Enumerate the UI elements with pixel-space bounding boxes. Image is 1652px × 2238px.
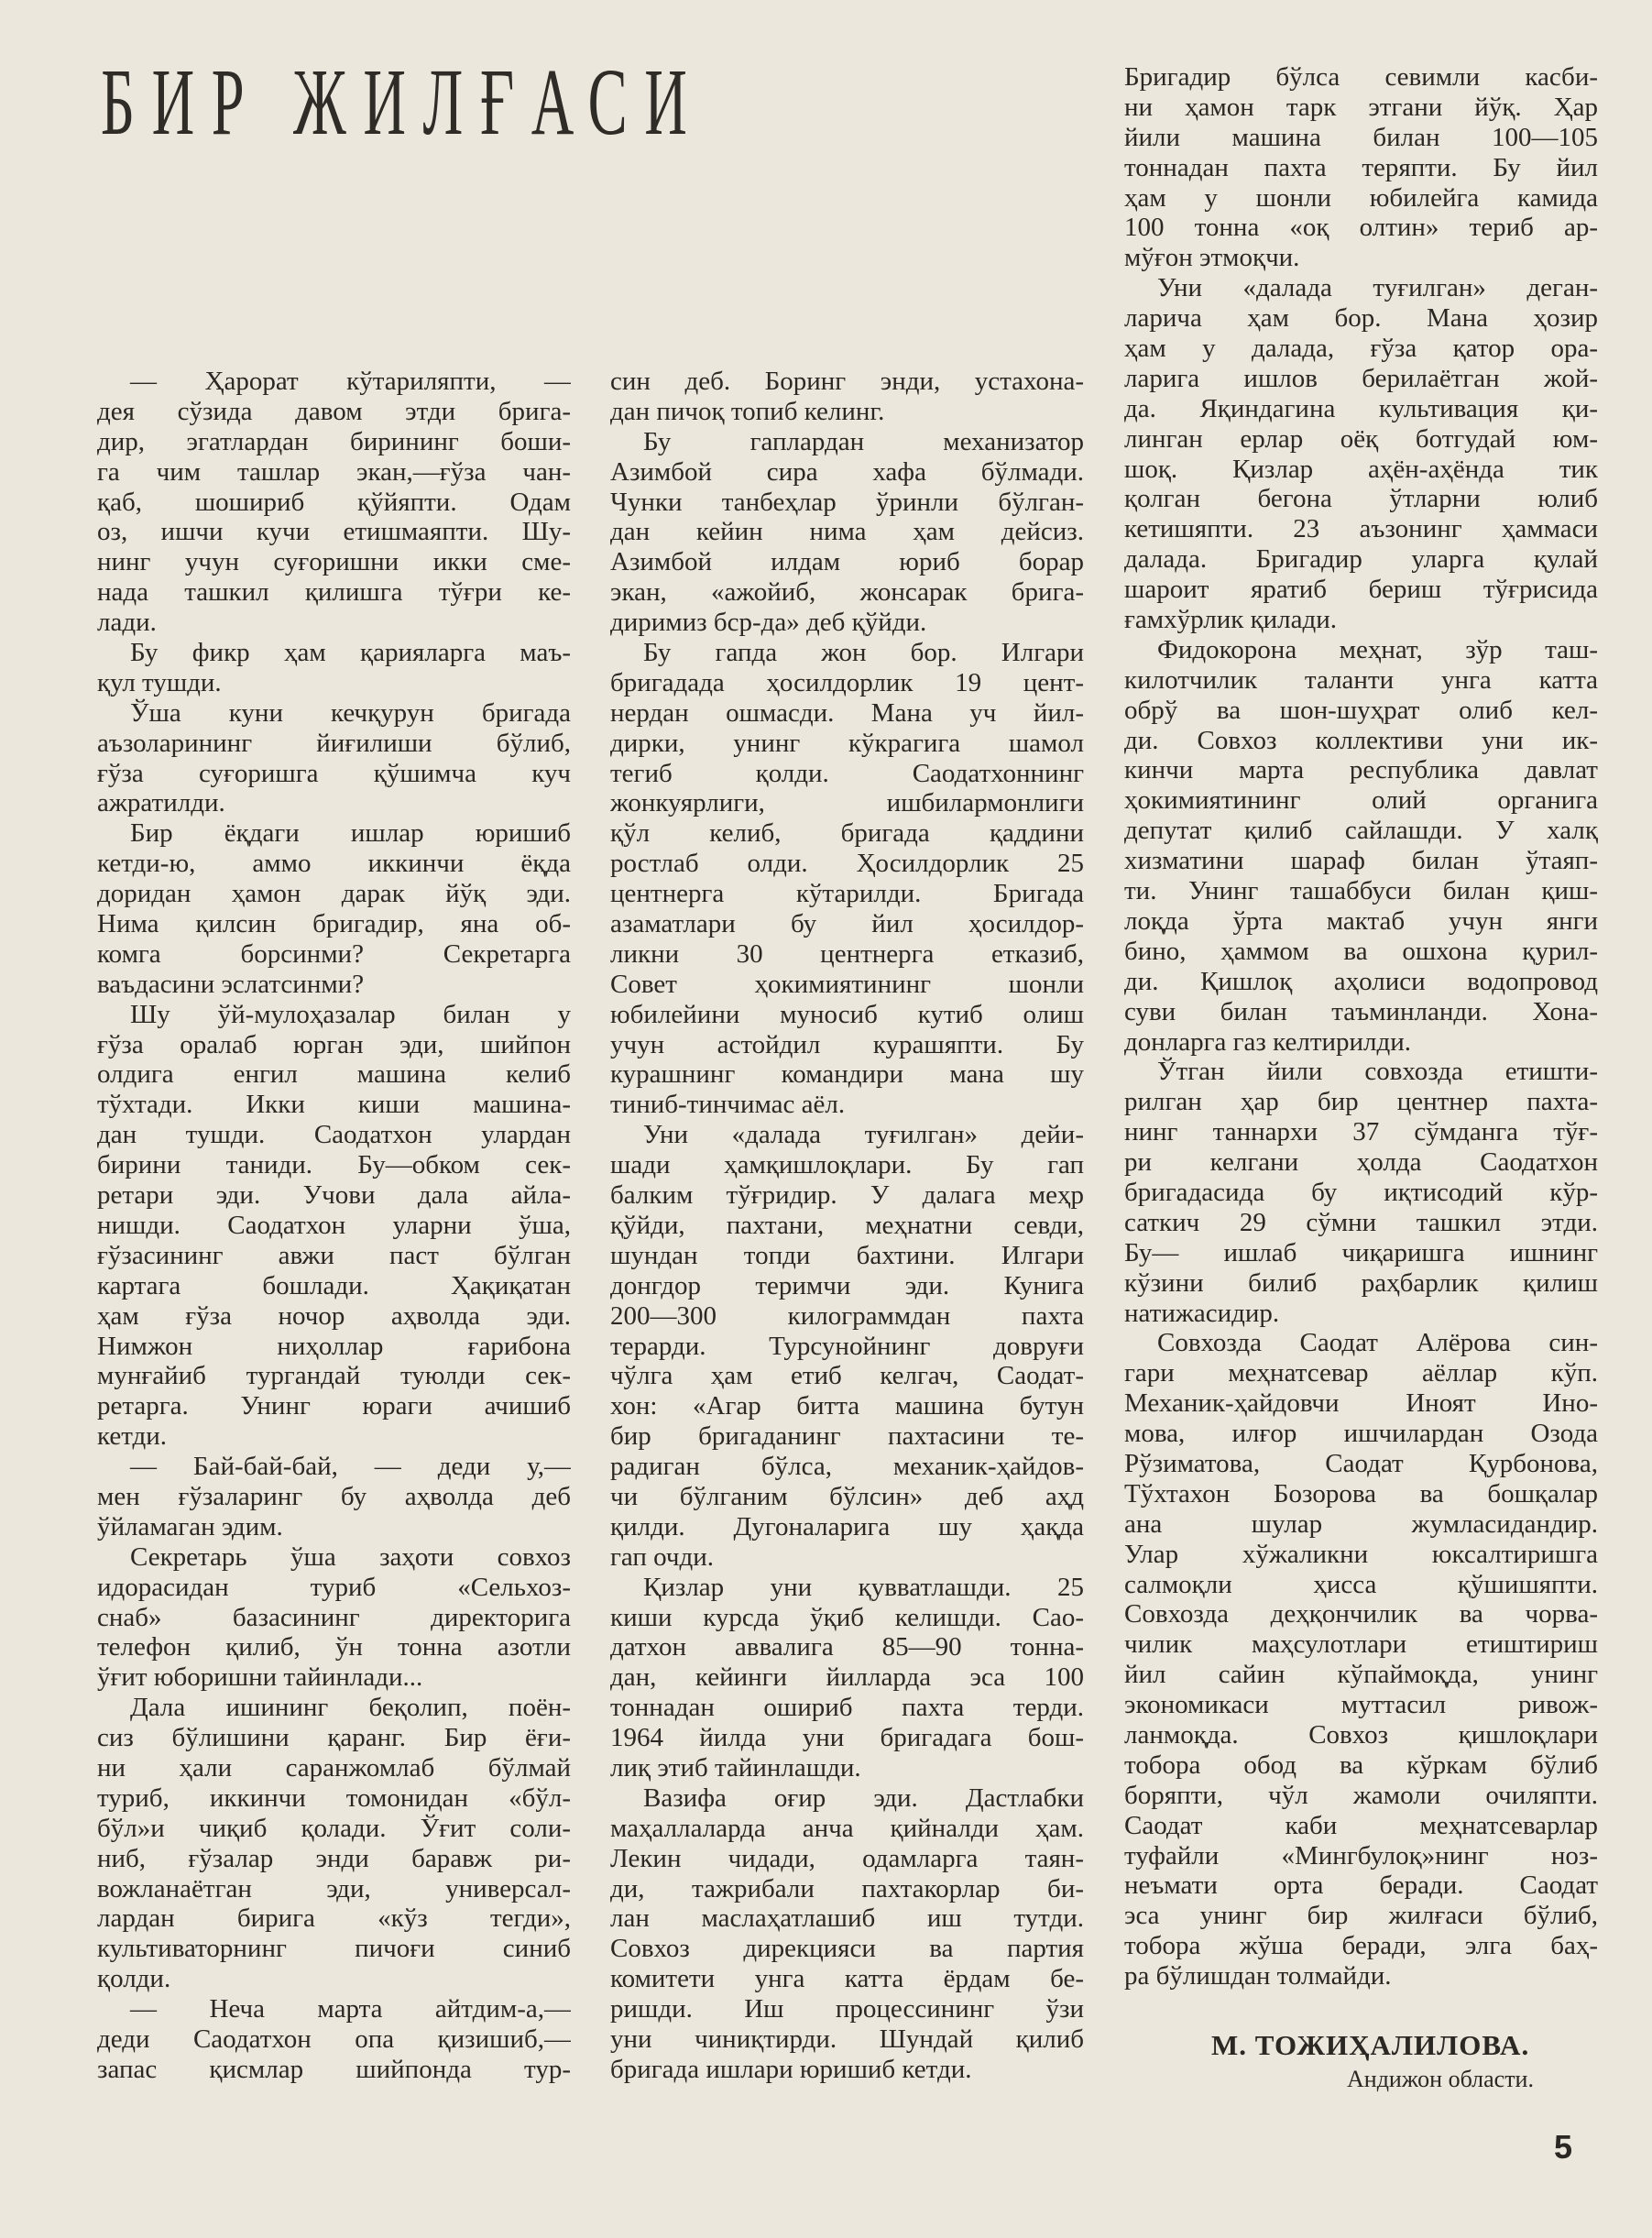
text-line: кетишяпти. 23 аъзонинг ҳаммаси <box>1124 514 1598 544</box>
text-line: саткич 29 сўмни ташкил этди. <box>1124 1207 1598 1237</box>
text-line: ажратилди. <box>97 788 225 818</box>
text-line: Совхозда Саодат Алёрова син- <box>1157 1328 1598 1358</box>
text-line: ланмоқда. Совхоз қишлоқлари <box>1124 1719 1598 1750</box>
text-line: киши курсда ўқиб келишди. Сао- <box>610 1602 1084 1632</box>
paragraph <box>97 1693 571 1994</box>
text-line: гап очди. <box>610 1541 715 1572</box>
text-line: телефон қилиб, ўн тонна азотли <box>97 1632 571 1662</box>
text-line: Вазифа оғир эди. Дастлабки <box>643 1783 1084 1813</box>
text-line: радиган бўлса, механик-ҳайдов- <box>610 1452 1084 1482</box>
text-line: тобора жўша беради, элга баҳ- <box>1124 1931 1598 1961</box>
text-line: мунғайиб тургандай туюлди сек- <box>97 1361 571 1391</box>
text-line: хизматини шараф билан ўтаяп- <box>1124 846 1598 876</box>
text-line: дан тушди. Саодатхон улардан <box>97 1120 571 1150</box>
text-line: ри келгани ҳолда Саодатхон <box>1124 1147 1598 1178</box>
text-line: бир бригаданинг пахтасини те- <box>610 1421 1084 1452</box>
text-line: рилган ҳар бир центнер пахта- <box>1124 1087 1598 1117</box>
text-line: дан кейин нима ҳам дейсиз. <box>610 517 1084 547</box>
text-line: обрў ва шон-шуҳрат олиб кел- <box>1124 695 1598 725</box>
text-line: ғўза оралаб юрган эди, шийпон <box>97 1029 571 1059</box>
text-line: қул тушди. <box>97 667 222 697</box>
text-line: Ўша куни кечқурун бригада <box>130 697 571 728</box>
text-line: қўл келиб, бригада қаддини <box>610 818 1084 849</box>
text-line: бригада ишлари юришиб кетди. <box>610 2054 972 2084</box>
text-line: комга борсинми? Секретарга <box>97 938 571 969</box>
text-line: ғўза суғоришга қўшимча куч <box>97 758 571 788</box>
text-line: экан, «ажойиб, жонсарак брига- <box>610 577 1084 608</box>
text-line: — Неча марта айтдим-а,— <box>130 1994 571 2024</box>
text-line: нада ташкил қилишга тўғри ке- <box>97 577 571 608</box>
text-line: депутат қилиб сайлашди. У халқ <box>1124 816 1598 846</box>
text-line: ретарга. Унинг юраги ачишиб <box>97 1391 571 1421</box>
text-line: шоқ. Қизлар аҳён-аҳёнда тик <box>1124 454 1598 484</box>
text-line: бўл»и чиқиб қолади. Ўғит соли- <box>97 1813 571 1843</box>
text-line: ҳам у шонли юбилейга камида <box>1124 182 1598 213</box>
text-line: да. Яқиндагина культивация қи- <box>1124 393 1598 423</box>
text-line: нердан ошмасди. Мана уч йил- <box>610 697 1084 728</box>
paragraph <box>610 1573 1084 1783</box>
text-line: мен ғўзаларинг бу аҳволда деб <box>97 1481 571 1511</box>
text-line: учун астойдил курашяпти. Бу <box>610 1029 1084 1059</box>
text-line: диримиз бср-да» деб қўйди. <box>610 608 927 638</box>
text-line: Секретарь ўша заҳоти совхоз <box>130 1541 571 1572</box>
text-line: Нимжон ниҳоллар ғарибона <box>97 1331 571 1361</box>
text-line: юбилейини муносиб кутиб олиш <box>610 999 1084 1029</box>
text-line: центнерга кўтарилди. Бригада <box>610 879 1084 909</box>
text-line: нинг таннархи 37 сўмданга тўғ- <box>1124 1117 1598 1147</box>
text-line: 100 тонна «оқ олтин» териб ар- <box>1124 213 1598 243</box>
text-line: Бу гапда жон бор. Илгари <box>643 638 1084 668</box>
paragraph <box>1124 1057 1598 1328</box>
text-line: тўхтади. Икки киши машина- <box>97 1090 571 1120</box>
text-line: тоннадан пахта теряпти. Бу йил <box>1124 152 1598 182</box>
text-line: неъмати орта беради. Саодат <box>1124 1870 1598 1901</box>
text-line: курашнинг командири мана шу <box>610 1059 1084 1090</box>
text-line: Совхоз дирекцияси ва партия <box>610 1934 1084 1964</box>
text-line: Рўзиматова, Саодат Қурбонова, <box>1124 1448 1598 1478</box>
text-line: ликни 30 центнерга етказиб, <box>610 938 1084 969</box>
text-line: гари меҳнатсевар аёллар кўп. <box>1124 1358 1598 1388</box>
text-line: эса унинг бир жилғаси бўлиб, <box>1124 1901 1598 1931</box>
paragraph <box>97 1000 571 1452</box>
text-line: балким тўғридир. У далага меҳр <box>610 1180 1084 1211</box>
text-line: ди. Совхоз коллективи уни ик- <box>1124 725 1598 755</box>
text-line: лади. <box>97 608 157 638</box>
paragraph <box>97 1994 571 2085</box>
text-line: Бир ёқдаги ишлар юришиб <box>130 818 571 849</box>
text-line: Уни «далада туғилган» деган- <box>1157 273 1598 303</box>
text-line: Азимбой сира хафа бўлмади. <box>610 456 1084 487</box>
paragraph <box>1124 635 1598 1057</box>
text-line: Бу гаплардан механизатор <box>643 426 1084 456</box>
text-line: тобора обод ва кўркам бўлиб <box>1124 1750 1598 1780</box>
text-line: Бригадир бўлса севимли касби- <box>1124 62 1598 92</box>
text-line: чилик маҳсулотлари етиштириш <box>1124 1629 1598 1660</box>
article-title: БИР ЖИЛҒАСИ <box>101 49 705 155</box>
text-line: снаб» базасининг директорига <box>97 1602 571 1632</box>
text-line: аъзоларининг йиғилиши бўлиб, <box>97 728 571 758</box>
paragraph <box>610 367 1084 427</box>
text-line: ростлаб олди. Ҳосилдорлик 25 <box>610 849 1084 879</box>
text-line: запас қисмлар шийпонда тур- <box>97 2054 571 2084</box>
text-line: ди. Қишлоқ аҳолиси водопровод <box>1124 966 1598 996</box>
text-line: дан пичоқ топиб келинг. <box>610 396 885 426</box>
paragraph <box>610 638 1084 1120</box>
text-line: бригадасида бу иқтисодий кўр- <box>1124 1177 1598 1207</box>
paragraph <box>97 1542 571 1693</box>
text-line: ўғит юборишни тайинлади... <box>97 1662 423 1693</box>
text-line: кетди-ю, аммо иккинчи ёқда <box>97 849 571 879</box>
text-line: уни чиниқтирди. Шундай қилиб <box>610 2024 1084 2054</box>
text-line: ни ҳамон тарк этгани йўқ. Ҳар <box>1124 92 1598 122</box>
text-line: 1964 йилда уни бригадага бош- <box>610 1723 1084 1753</box>
text-line: кинчи марта республика давлат <box>1124 755 1598 785</box>
text-line: Фидокорона меҳнат, зўр таш- <box>1157 634 1598 664</box>
text-line: тегиб қолди. Саодатхоннинг <box>610 758 1084 788</box>
text-line: салмоқли ҳисса қўшишяпти. <box>1124 1569 1598 1599</box>
text-line: деди Саодатхон опа қизишиб,— <box>97 2024 571 2054</box>
text-line: комитети унга катта ёрдам бе- <box>610 1964 1084 1994</box>
text-line: доридан ҳамон дарак йўқ эди. <box>97 879 571 909</box>
paragraph <box>610 1120 1084 1572</box>
text-column-1 <box>97 367 571 2085</box>
text-line: Азимбой илдам юриб борар <box>610 547 1084 577</box>
text-line: қолган бегона ўтларни юлиб <box>1124 484 1598 514</box>
text-line: нинг учун суғоришни икки сме- <box>97 547 571 577</box>
text-line: ниб, ғўзалар энди баравж ри- <box>97 1843 571 1873</box>
text-line: Улар хўжаликни юксалтиришга <box>1124 1539 1598 1569</box>
author-signature: М. ТОЖИҲАЛИЛОВА. <box>1211 2029 1530 2061</box>
paragraph <box>1124 62 1598 273</box>
text-line: йил сайин кўпаймоқда, унинг <box>1124 1660 1598 1690</box>
text-line: йили машина билан 100—105 <box>1124 122 1598 152</box>
text-line: Чунки танбеҳлар ўринли бўлган- <box>610 487 1084 517</box>
text-line: бино, ҳаммом ва ошхона қурил- <box>1124 936 1598 966</box>
text-line: азаматлари бу йил ҳосилдор- <box>610 909 1084 939</box>
text-line: картага бошлади. Ҳақиқатан <box>97 1270 571 1300</box>
text-line: син деб. Боринг энди, устахона- <box>610 367 1084 396</box>
page-number: 5 <box>1554 2128 1573 2166</box>
text-line: кўзини билиб раҳбарлик қилиш <box>1124 1267 1598 1298</box>
text-line: суви билан таъминланди. Хона- <box>1124 996 1598 1026</box>
text-line: чўлга ҳам етиб келгач, Саодат- <box>610 1361 1084 1391</box>
text-line: экономикаси муттасил ривож- <box>1124 1690 1598 1720</box>
text-line: ўйламаган эдим. <box>97 1511 283 1541</box>
text-line: мўғон этмоқчи. <box>1124 243 1300 273</box>
text-line: Шу ўй-мулоҳазалар билан у <box>130 999 571 1029</box>
text-line: шундан топди бахтини. Илгари <box>610 1240 1084 1270</box>
text-line: тиниб-тинчимас аёл. <box>610 1090 846 1120</box>
text-line: Бу— ишлаб чиқаришга ишнинг <box>1124 1237 1598 1267</box>
text-line: — Бай-бай-бай, — деди у,— <box>130 1452 571 1482</box>
text-line: Совет ҳокимиятининг шонли <box>610 969 1084 999</box>
text-line: Қизлар уни қувватлашди. 25 <box>643 1572 1084 1602</box>
paragraph <box>97 638 571 698</box>
text-line: Уни «далада туғилган» дейи- <box>643 1120 1084 1150</box>
text-line: ришди. Иш процессининг ўзи <box>610 1994 1084 2024</box>
text-line: вожланаётган эди, универсал- <box>97 1873 571 1903</box>
text-line: лан маслаҳатлашиб иш тутди. <box>610 1903 1084 1934</box>
paragraph <box>97 818 571 999</box>
text-line: туриб, иккинчи томонидан «бўл- <box>97 1783 571 1813</box>
text-line: қилди. Дугоналарига шу ҳақда <box>610 1511 1084 1541</box>
text-line: дир, эгатлардан бирининг боши- <box>97 426 571 456</box>
text-line: тоннадан ошириб пахта терди. <box>610 1693 1084 1723</box>
text-line: натижасидир. <box>1124 1298 1280 1328</box>
text-line: ларича ҳам бор. Мана ҳозир <box>1124 303 1598 334</box>
text-line: лардан бирига «кўз тегди», <box>97 1903 571 1934</box>
text-line: туфайли «Мингбулоқ»нинг ноз- <box>1124 1840 1598 1870</box>
text-line: ни ҳали саранжомлаб бўлмай <box>97 1752 571 1783</box>
text-line: линган ерлар оёқ ботгудай юм- <box>1124 423 1598 454</box>
text-line: Нима қилсин бригадир, яна об- <box>97 909 571 939</box>
paragraph <box>610 1783 1084 2085</box>
text-line: қолди. <box>97 1964 171 1994</box>
text-line: олдига енгил машина келиб <box>97 1059 571 1090</box>
text-line: га чим ташлар экан,—ғўза чан- <box>97 456 571 487</box>
text-line: ғўзасининг авжи паст бўлган <box>97 1240 571 1270</box>
text-line: нишди. Саодатхон уларни ўша, <box>97 1210 571 1240</box>
text-line: килотчилик таланти унга катта <box>1124 664 1598 695</box>
text-line: қаб, шошириб қўйяпти. Одам <box>97 487 571 517</box>
text-line: Механик-ҳайдовчи Иноят Ино- <box>1124 1388 1598 1419</box>
text-line: чи бўлганим бўлсин» деб аҳд <box>610 1481 1084 1511</box>
text-line: шароит яратиб бериш тўғрисида <box>1124 575 1598 605</box>
text-line: дан, кейинги йилларда эса 100 <box>610 1662 1084 1693</box>
text-line: сиз бўлишини қаранг. Бир ёғи- <box>97 1723 571 1753</box>
text-column-2 <box>610 367 1084 2085</box>
text-line: маҳаллаларда анча қийналди ҳам. <box>610 1813 1084 1843</box>
paragraph <box>97 698 571 819</box>
text-line: идорасидан туриб «Сельхоз- <box>97 1572 571 1602</box>
text-line: терарди. Турсунойнинг довруғи <box>610 1331 1084 1361</box>
text-line: Тўхтахон Бозорова ва бошқалар <box>1124 1478 1598 1508</box>
text-line: донгдор теримчи эди. Кунига <box>610 1270 1084 1300</box>
text-line: ди, тажрибали пахтакорлар би- <box>610 1873 1084 1903</box>
text-line: хон: «Агар битта машина бутун <box>610 1391 1084 1421</box>
text-column-3 <box>1124 62 1598 1991</box>
text-line: бирини таниди. Бу—обком сек- <box>97 1150 571 1180</box>
text-line: далада. Бригадир уларга қулай <box>1124 544 1598 575</box>
text-line: кетди. <box>97 1421 168 1452</box>
text-line: ҳам у далада, ғўза қатор ора- <box>1124 334 1598 364</box>
text-line: Бу фикр ҳам қарияларга маъ- <box>130 638 571 668</box>
text-line: дея сўзида давом этди брига- <box>97 396 571 426</box>
text-line: ти. Унинг ташаббуси билан қиш- <box>1124 876 1598 906</box>
text-line: Совхозда деҳқончилик ва чорва- <box>1124 1599 1598 1629</box>
text-line: дирки, унинг кўкрагига шамол <box>610 728 1084 758</box>
paragraph <box>97 1452 571 1542</box>
text-line: ра бўлишдан толмайди. <box>1124 1961 1392 1991</box>
text-line: 200—300 килограммдан пахта <box>610 1300 1084 1331</box>
text-line: Саодат каби меҳнатсеварлар <box>1124 1810 1598 1840</box>
text-line: шади ҳамқишлоқлари. Бу гап <box>610 1150 1084 1180</box>
paragraph <box>1124 1328 1598 1991</box>
text-line: оз, ишчи кучи етишмаяпти. Шу- <box>97 517 571 547</box>
text-line: — Ҳарорат кўтариляпти, — <box>130 367 571 396</box>
text-line: лоқда ўрта мактаб учун янги <box>1124 905 1598 936</box>
text-line: ретари эди. Учови дала айла- <box>97 1180 571 1211</box>
text-line: Лекин чидади, одамларга таян- <box>610 1843 1084 1873</box>
text-line: бригадада ҳосилдорлик 19 цент- <box>610 667 1084 697</box>
author-region: Андижон области. <box>1347 2066 1534 2092</box>
paragraph <box>610 427 1084 638</box>
text-line: ҳам ғўза ночор аҳволда эди. <box>97 1300 571 1331</box>
text-line: ларига ишлов берилаётган жой- <box>1124 363 1598 393</box>
text-line: қўйди, пахтани, меҳнатни севди, <box>610 1210 1084 1240</box>
paragraph <box>97 367 571 638</box>
text-line: культиваторнинг пичоғи синиб <box>97 1934 571 1964</box>
text-line: донларга газ келтирилди. <box>1124 1026 1412 1057</box>
text-line: ғамхўрлик қилади. <box>1124 605 1338 635</box>
text-line: боряпти, чўл жамоли очиляпти. <box>1124 1780 1598 1810</box>
text-line: ҳокимиятининг олий органига <box>1124 785 1598 816</box>
text-line: лиқ этиб тайинлашди. <box>610 1752 861 1783</box>
paragraph <box>1124 273 1598 635</box>
text-line: ваъдасини эслатсинми? <box>97 969 365 999</box>
text-line: мова, илғор ишчилардан Озода <box>1124 1419 1598 1449</box>
text-line: жонкуярлиги, ишбилармонлиги <box>610 788 1084 818</box>
text-line: Дала ишининг беқолип, поён- <box>130 1693 571 1723</box>
text-line: ана шулар жумласидандир. <box>1124 1508 1598 1539</box>
text-line: Ўтган йили совхозда етишти- <box>1157 1057 1598 1087</box>
text-line: датхон аввалига 85—90 тонна- <box>610 1632 1084 1662</box>
